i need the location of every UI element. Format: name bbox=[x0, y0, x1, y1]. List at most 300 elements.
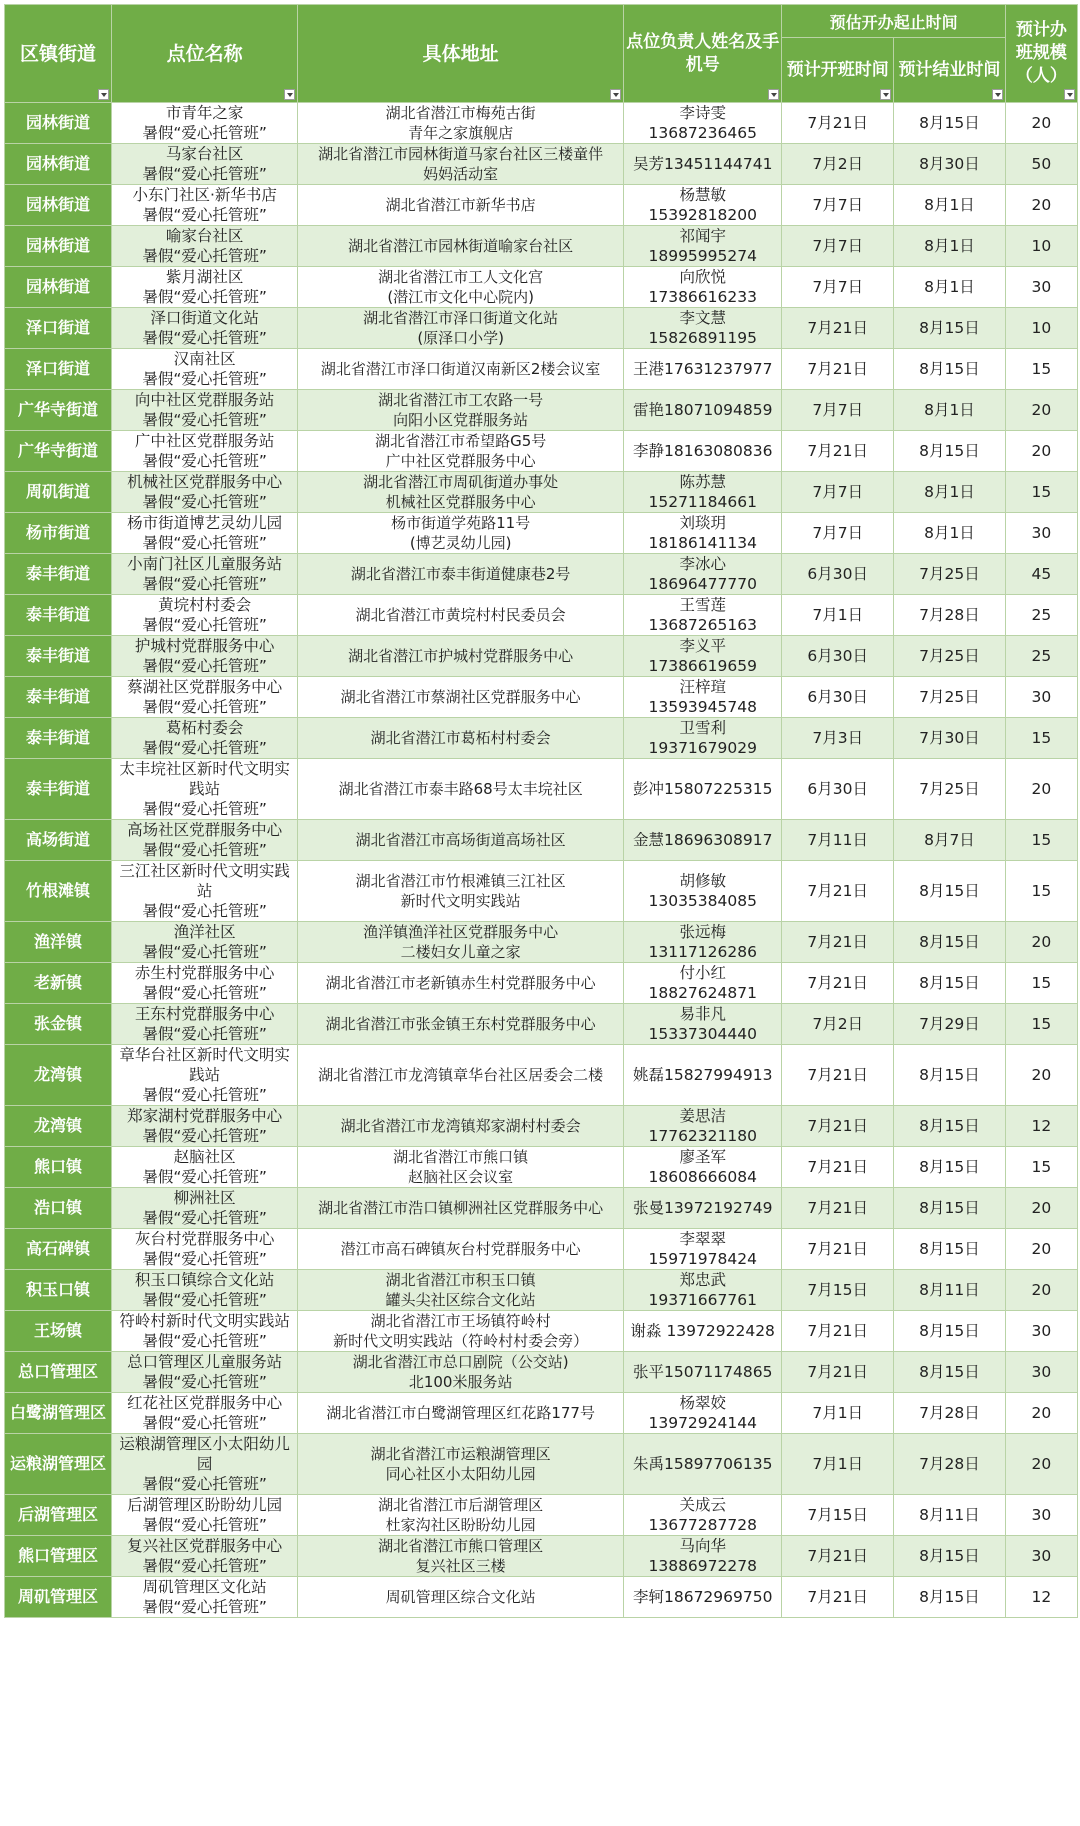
contact-cell[interactable]: 张远梅13117126286 bbox=[624, 922, 782, 963]
address-cell[interactable] bbox=[298, 103, 624, 144]
filter-dropdown-icon[interactable] bbox=[284, 89, 295, 100]
end-date-cell[interactable]: 8月11日 bbox=[894, 1495, 1006, 1536]
table-row bbox=[5, 431, 1078, 472]
site-name-cell[interactable] bbox=[112, 185, 298, 226]
site-name-cell-line: 践站 bbox=[189, 1066, 221, 1084]
table-row bbox=[5, 922, 1078, 963]
district-cell[interactable]: 后湖管理区 bbox=[5, 1495, 112, 1536]
start-date-cell[interactable]: 7月7日 bbox=[782, 185, 894, 226]
site-name-cell-line: 暑假“爱心托管班” bbox=[142, 1598, 267, 1616]
header-district[interactable]: 区镇街道 bbox=[5, 5, 112, 103]
start-date-cell[interactable]: 7月21日 bbox=[782, 922, 894, 963]
address-cell-line: 新时代文明实践站（符岭村村委会旁） bbox=[333, 1332, 589, 1350]
end-date-cell[interactable]: 8月1日 bbox=[894, 267, 1006, 308]
table-body bbox=[5, 103, 1078, 1618]
district-cell[interactable]: 园林街道 bbox=[5, 144, 112, 185]
address-cell[interactable] bbox=[298, 1352, 624, 1393]
site-name-cell[interactable] bbox=[112, 718, 298, 759]
end-date-cell[interactable]: 8月1日 bbox=[894, 226, 1006, 267]
end-date-cell[interactable]: 8月1日 bbox=[894, 185, 1006, 226]
contact-cell[interactable]: 马向华13886972278 bbox=[624, 1536, 782, 1577]
address-cell[interactable] bbox=[298, 1147, 624, 1188]
start-date-cell[interactable]: 7月21日 bbox=[782, 1045, 894, 1106]
contact-cell[interactable]: 李诗雯13687236465 bbox=[624, 103, 782, 144]
contact-cell[interactable]: 朱禹15897706135 bbox=[624, 1434, 782, 1495]
district-cell[interactable]: 老新镇 bbox=[5, 963, 112, 1004]
start-date-cell[interactable]: 7月2日 bbox=[782, 144, 894, 185]
start-date-cell[interactable]: 6月30日 bbox=[782, 677, 894, 718]
site-name-cell[interactable] bbox=[112, 308, 298, 349]
contact-cell[interactable]: 杨慧敏15392818200 bbox=[624, 185, 782, 226]
contact-cell[interactable]: 易非凡15337304440 bbox=[624, 1004, 782, 1045]
contact-cell[interactable]: 汪梓瑄13593945748 bbox=[624, 677, 782, 718]
scale-cell[interactable]: 15 bbox=[1005, 349, 1077, 390]
scale-cell[interactable]: 30 bbox=[1005, 1311, 1077, 1352]
filter-dropdown-icon[interactable] bbox=[1064, 89, 1075, 100]
end-date-cell[interactable]: 8月1日 bbox=[894, 390, 1006, 431]
scale-cell[interactable]: 20 bbox=[1005, 390, 1077, 431]
address-cell[interactable] bbox=[298, 267, 624, 308]
address-cell[interactable] bbox=[298, 308, 624, 349]
contact-cell[interactable]: 祁闻宇18995995274 bbox=[624, 226, 782, 267]
start-date-cell[interactable]: 7月11日 bbox=[782, 820, 894, 861]
contact-cell[interactable]: 卫雪利19371679029 bbox=[624, 718, 782, 759]
site-name-cell[interactable] bbox=[112, 144, 298, 185]
district-cell[interactable]: 泰丰街道 bbox=[5, 759, 112, 820]
scale-cell[interactable]: 20 bbox=[1005, 431, 1077, 472]
district-cell[interactable]: 泰丰街道 bbox=[5, 554, 112, 595]
start-date-cell[interactable]: 7月1日 bbox=[782, 1393, 894, 1434]
site-name-cell[interactable] bbox=[112, 861, 298, 922]
contact-cell[interactable]: 彭冲15807225315 bbox=[624, 759, 782, 820]
table-row bbox=[5, 1577, 1078, 1618]
site-name-cell[interactable] bbox=[112, 1495, 298, 1536]
scale-cell[interactable]: 20 bbox=[1005, 1434, 1077, 1495]
contact-cell[interactable]: 姜思洁17762321180 bbox=[624, 1106, 782, 1147]
address-cell[interactable] bbox=[298, 1311, 624, 1352]
address-cell[interactable] bbox=[298, 861, 624, 922]
district-cell[interactable]: 泰丰街道 bbox=[5, 677, 112, 718]
contact-cell[interactable]: 李文慧15826891195 bbox=[624, 308, 782, 349]
end-date-cell[interactable]: 8月15日 bbox=[894, 1577, 1006, 1618]
contact-cell[interactable]: 王雪莲13687265163 bbox=[624, 595, 782, 636]
site-name-cell-line: 暑假“爱心托管班” bbox=[142, 1025, 267, 1043]
site-name-cell-line: 园 bbox=[196, 1455, 213, 1473]
site-name-cell[interactable] bbox=[112, 677, 298, 718]
site-name-cell[interactable] bbox=[112, 267, 298, 308]
address-cell[interactable] bbox=[298, 595, 624, 636]
district-cell[interactable]: 积玉口镇 bbox=[5, 1270, 112, 1311]
contact-cell[interactable]: 郑忠武19371667761 bbox=[624, 1270, 782, 1311]
start-date-cell[interactable]: 7月7日 bbox=[782, 472, 894, 513]
start-date-cell[interactable]: 7月15日 bbox=[782, 1270, 894, 1311]
address-cell-line: 湖北省潜江市泰丰街道健康巷2号 bbox=[350, 565, 571, 583]
table-row bbox=[5, 390, 1078, 431]
table-row bbox=[5, 1434, 1078, 1495]
end-date-cell[interactable]: 8月1日 bbox=[894, 472, 1006, 513]
end-date-cell[interactable]: 8月7日 bbox=[894, 820, 1006, 861]
address-cell[interactable] bbox=[298, 922, 624, 963]
address-cell-line: 二楼妇女儿童之家 bbox=[400, 943, 521, 961]
start-date-cell[interactable]: 7月21日 bbox=[782, 1536, 894, 1577]
district-cell[interactable]: 杨市街道 bbox=[5, 513, 112, 554]
address-cell[interactable] bbox=[298, 513, 624, 554]
site-name-cell[interactable] bbox=[112, 636, 298, 677]
start-date-cell[interactable]: 7月21日 bbox=[782, 1147, 894, 1188]
scale-cell[interactable]: 30 bbox=[1005, 1495, 1077, 1536]
header-contact[interactable]: 点位负责人姓名及手机号 bbox=[624, 5, 782, 103]
site-name-cell-line: 广中社区党群服务站 bbox=[134, 432, 275, 450]
contact-cell[interactable]: 胡修敏13035384085 bbox=[624, 861, 782, 922]
start-date-cell[interactable]: 7月21日 bbox=[782, 1188, 894, 1229]
end-date-cell[interactable]: 8月15日 bbox=[894, 922, 1006, 963]
end-date-cell[interactable]: 7月28日 bbox=[894, 1393, 1006, 1434]
site-name-cell-line: 暑假“爱心托管班” bbox=[142, 1373, 267, 1391]
header-site-name[interactable]: 点位名称 bbox=[112, 5, 298, 103]
scale-cell[interactable]: 15 bbox=[1005, 1147, 1077, 1188]
address-cell[interactable] bbox=[298, 1536, 624, 1577]
start-date-cell[interactable]: 7月21日 bbox=[782, 963, 894, 1004]
end-date-cell[interactable]: 8月15日 bbox=[894, 1147, 1006, 1188]
end-date-cell[interactable]: 8月30日 bbox=[894, 144, 1006, 185]
end-date-cell[interactable]: 8月15日 bbox=[894, 103, 1006, 144]
contact-cell[interactable]: 姚磊15827994913 bbox=[624, 1045, 782, 1106]
address-cell[interactable] bbox=[298, 1495, 624, 1536]
end-date-cell[interactable]: 8月15日 bbox=[894, 308, 1006, 349]
district-cell[interactable]: 周矶管理区 bbox=[5, 1577, 112, 1618]
site-name-cell[interactable] bbox=[112, 1270, 298, 1311]
contact-cell[interactable]: 李冰心18696477770 bbox=[624, 554, 782, 595]
site-name-cell[interactable] bbox=[112, 1045, 298, 1106]
district-cell[interactable]: 张金镇 bbox=[5, 1004, 112, 1045]
scale-cell[interactable]: 15 bbox=[1005, 718, 1077, 759]
site-name-cell-line: 蔡湖社区党群服务中心 bbox=[127, 678, 283, 696]
contact-cell[interactable]: 廖圣军18608666084 bbox=[624, 1147, 782, 1188]
address-cell[interactable] bbox=[298, 1106, 624, 1147]
address-cell[interactable] bbox=[298, 226, 624, 267]
address-cell[interactable] bbox=[298, 636, 624, 677]
end-date-cell[interactable]: 7月25日 bbox=[894, 677, 1006, 718]
site-name-cell[interactable] bbox=[112, 759, 298, 820]
scale-cell[interactable]: 15 bbox=[1005, 820, 1077, 861]
scale-cell[interactable]: 20 bbox=[1005, 922, 1077, 963]
address-cell[interactable] bbox=[298, 185, 624, 226]
start-date-cell[interactable]: 7月21日 bbox=[782, 103, 894, 144]
contact-cell[interactable]: 雷艳18071094859 bbox=[624, 390, 782, 431]
start-date-cell[interactable]: 7月2日 bbox=[782, 1004, 894, 1045]
site-name-cell-line: 向中社区党群服务站 bbox=[134, 391, 275, 409]
end-date-cell[interactable]: 8月15日 bbox=[894, 1229, 1006, 1270]
header-start[interactable]: 预计开班时间 bbox=[782, 38, 894, 103]
filter-dropdown-icon[interactable] bbox=[992, 89, 1003, 100]
address-cell[interactable] bbox=[298, 963, 624, 1004]
address-cell[interactable] bbox=[298, 1434, 624, 1495]
filter-dropdown-icon[interactable] bbox=[610, 89, 621, 100]
site-name-cell[interactable] bbox=[112, 349, 298, 390]
start-date-cell[interactable]: 7月21日 bbox=[782, 861, 894, 922]
end-date-cell[interactable]: 7月28日 bbox=[894, 1434, 1006, 1495]
start-date-cell[interactable]: 7月21日 bbox=[782, 1577, 894, 1618]
start-date-cell[interactable]: 7月21日 bbox=[782, 1311, 894, 1352]
address-cell[interactable] bbox=[298, 759, 624, 820]
address-cell-line: 湖北省潜江市白鹭湖管理区红花路177号 bbox=[326, 1404, 595, 1422]
address-cell[interactable] bbox=[298, 349, 624, 390]
scale-cell[interactable]: 20 bbox=[1005, 103, 1077, 144]
start-date-cell[interactable]: 7月21日 bbox=[782, 1106, 894, 1147]
scale-cell[interactable]: 25 bbox=[1005, 595, 1077, 636]
site-name-cell[interactable] bbox=[112, 513, 298, 554]
site-name-cell[interactable] bbox=[112, 963, 298, 1004]
address-cell[interactable] bbox=[298, 1004, 624, 1045]
site-name-cell-line: 喻家台社区 bbox=[165, 227, 244, 245]
start-date-cell[interactable]: 7月3日 bbox=[782, 718, 894, 759]
end-date-cell[interactable]: 8月15日 bbox=[894, 431, 1006, 472]
site-name-cell[interactable] bbox=[112, 103, 298, 144]
address-cell-line: 赵脑社区会议室 bbox=[408, 1168, 514, 1186]
district-cell[interactable]: 广华寺街道 bbox=[5, 431, 112, 472]
contact-cell[interactable]: 李翠翠15971978424 bbox=[624, 1229, 782, 1270]
district-cell[interactable]: 广华寺街道 bbox=[5, 390, 112, 431]
start-date-cell[interactable]: 7月21日 bbox=[782, 1352, 894, 1393]
end-date-cell[interactable]: 7月29日 bbox=[894, 1004, 1006, 1045]
scale-cell[interactable]: 20 bbox=[1005, 1393, 1077, 1434]
address-cell[interactable] bbox=[298, 472, 624, 513]
scale-cell[interactable]: 15 bbox=[1005, 1004, 1077, 1045]
site-name-cell-line: 暑假“爱心托管班” bbox=[142, 1332, 267, 1350]
end-date-cell[interactable]: 8月15日 bbox=[894, 963, 1006, 1004]
address-cell[interactable] bbox=[298, 1270, 624, 1311]
site-name-cell[interactable] bbox=[112, 595, 298, 636]
scale-cell[interactable]: 10 bbox=[1005, 308, 1077, 349]
filter-dropdown-icon[interactable] bbox=[768, 89, 779, 100]
address-cell[interactable] bbox=[298, 144, 624, 185]
scale-cell[interactable]: 10 bbox=[1005, 226, 1077, 267]
scale-cell[interactable]: 12 bbox=[1005, 1577, 1077, 1618]
site-name-cell[interactable] bbox=[112, 1147, 298, 1188]
header-end[interactable]: 预计结业时间 bbox=[894, 38, 1006, 103]
contact-cell[interactable]: 金慧18696308917 bbox=[624, 820, 782, 861]
site-name-cell-line: 暑假“爱心托管班” bbox=[142, 165, 267, 183]
district-cell[interactable]: 泽口街道 bbox=[5, 308, 112, 349]
start-date-cell[interactable]: 7月7日 bbox=[782, 513, 894, 554]
end-date-cell[interactable]: 8月15日 bbox=[894, 1106, 1006, 1147]
district-cell[interactable]: 园林街道 bbox=[5, 185, 112, 226]
start-date-cell[interactable]: 7月7日 bbox=[782, 226, 894, 267]
district-cell[interactable]: 园林街道 bbox=[5, 103, 112, 144]
site-name-cell[interactable] bbox=[112, 390, 298, 431]
start-date-cell[interactable]: 6月30日 bbox=[782, 759, 894, 820]
contact-cell[interactable]: 吴芳13451144741 bbox=[624, 144, 782, 185]
start-date-cell[interactable]: 7月7日 bbox=[782, 267, 894, 308]
address-cell[interactable] bbox=[298, 677, 624, 718]
start-date-cell[interactable]: 7月21日 bbox=[782, 349, 894, 390]
scale-cell[interactable]: 12 bbox=[1005, 1106, 1077, 1147]
district-cell[interactable]: 浩口镇 bbox=[5, 1188, 112, 1229]
start-date-cell[interactable]: 7月1日 bbox=[782, 1434, 894, 1495]
contact-cell[interactable]: 杨翠姣13972924144 bbox=[624, 1393, 782, 1434]
table-row bbox=[5, 677, 1078, 718]
address-cell[interactable] bbox=[298, 390, 624, 431]
site-name-cell-line: 暑假“爱心托管班” bbox=[142, 616, 267, 634]
header-address[interactable]: 具体地址 bbox=[298, 5, 624, 103]
site-name-cell[interactable] bbox=[112, 554, 298, 595]
end-date-cell[interactable]: 8月15日 bbox=[894, 1352, 1006, 1393]
end-date-cell[interactable]: 8月11日 bbox=[894, 1270, 1006, 1311]
scale-cell[interactable]: 15 bbox=[1005, 963, 1077, 1004]
end-date-cell[interactable]: 7月25日 bbox=[894, 759, 1006, 820]
table-row bbox=[5, 636, 1078, 677]
site-name-cell[interactable] bbox=[112, 820, 298, 861]
address-cell[interactable] bbox=[298, 1393, 624, 1434]
scale-cell[interactable]: 20 bbox=[1005, 1045, 1077, 1106]
filter-dropdown-icon[interactable] bbox=[880, 89, 891, 100]
header-scale[interactable]: 预计办班规模（人） bbox=[1005, 5, 1077, 103]
table-row bbox=[5, 1352, 1078, 1393]
contact-cell[interactable]: 李轲18672969750 bbox=[624, 1577, 782, 1618]
start-date-cell[interactable]: 6月30日 bbox=[782, 636, 894, 677]
filter-dropdown-icon[interactable] bbox=[98, 89, 109, 100]
site-name-cell-line: 太丰垸社区新时代文明实 bbox=[119, 760, 290, 778]
scale-cell[interactable]: 15 bbox=[1005, 472, 1077, 513]
end-date-cell[interactable]: 7月25日 bbox=[894, 554, 1006, 595]
address-cell[interactable] bbox=[298, 1229, 624, 1270]
table-row bbox=[5, 861, 1078, 922]
site-name-cell[interactable] bbox=[112, 1352, 298, 1393]
end-date-cell[interactable]: 8月15日 bbox=[894, 861, 1006, 922]
address-cell[interactable] bbox=[298, 1045, 624, 1106]
district-cell[interactable]: 熊口镇 bbox=[5, 1147, 112, 1188]
address-cell[interactable] bbox=[298, 431, 624, 472]
contact-cell[interactable]: 谢淼 13972922428 bbox=[624, 1311, 782, 1352]
contact-cell[interactable]: 王港17631237977 bbox=[624, 349, 782, 390]
scale-cell[interactable]: 30 bbox=[1005, 1352, 1077, 1393]
end-date-cell[interactable]: 7月25日 bbox=[894, 636, 1006, 677]
table-row bbox=[5, 1270, 1078, 1311]
scale-cell[interactable]: 20 bbox=[1005, 1188, 1077, 1229]
address-cell-line: 湖北省潜江市蔡湖社区党群服务中心 bbox=[340, 688, 581, 706]
contact-cell[interactable]: 李静18163080836 bbox=[624, 431, 782, 472]
site-name-cell[interactable] bbox=[112, 1106, 298, 1147]
district-cell[interactable]: 泽口街道 bbox=[5, 349, 112, 390]
scale-cell[interactable]: 45 bbox=[1005, 554, 1077, 595]
start-date-cell[interactable]: 6月30日 bbox=[782, 554, 894, 595]
scale-cell[interactable]: 50 bbox=[1005, 144, 1077, 185]
scale-cell[interactable]: 25 bbox=[1005, 636, 1077, 677]
start-date-cell[interactable]: 7月1日 bbox=[782, 595, 894, 636]
end-date-cell[interactable]: 8月15日 bbox=[894, 1045, 1006, 1106]
contact-cell[interactable]: 关成云13677287728 bbox=[624, 1495, 782, 1536]
start-date-cell[interactable]: 7月21日 bbox=[782, 431, 894, 472]
end-date-cell[interactable]: 8月15日 bbox=[894, 1188, 1006, 1229]
address-cell-line: 湖北省潜江市周矶街道办事处 bbox=[363, 473, 559, 491]
scale-cell[interactable]: 15 bbox=[1005, 861, 1077, 922]
contact-cell[interactable]: 刘琰玥18186141134 bbox=[624, 513, 782, 554]
address-cell-line: 新时代文明实践站 bbox=[400, 892, 521, 910]
table-row bbox=[5, 759, 1078, 820]
end-date-cell[interactable]: 8月1日 bbox=[894, 513, 1006, 554]
address-cell[interactable] bbox=[298, 820, 624, 861]
contact-cell[interactable]: 张平15071174865 bbox=[624, 1352, 782, 1393]
site-name-cell-line: 总口管理区儿童服务站 bbox=[127, 1353, 283, 1371]
site-name-cell[interactable] bbox=[112, 226, 298, 267]
site-name-cell[interactable] bbox=[112, 1434, 298, 1495]
site-name-cell[interactable] bbox=[112, 1577, 298, 1618]
district-cell[interactable]: 运粮湖管理区 bbox=[5, 1434, 112, 1495]
scale-cell[interactable]: 20 bbox=[1005, 1229, 1077, 1270]
scale-cell[interactable]: 20 bbox=[1005, 1270, 1077, 1311]
district-cell[interactable]: 泰丰街道 bbox=[5, 595, 112, 636]
start-date-cell[interactable]: 7月15日 bbox=[782, 1495, 894, 1536]
site-name-cell[interactable] bbox=[112, 431, 298, 472]
scale-cell[interactable]: 30 bbox=[1005, 1536, 1077, 1577]
district-cell[interactable]: 周矶街道 bbox=[5, 472, 112, 513]
table-row bbox=[5, 963, 1078, 1004]
district-cell[interactable]: 渔洋镇 bbox=[5, 922, 112, 963]
address-cell-line: 湖北省潜江市泰丰路68号太丰垸社区 bbox=[338, 780, 583, 798]
scale-cell[interactable]: 30 bbox=[1005, 513, 1077, 554]
district-cell[interactable]: 高场街道 bbox=[5, 820, 112, 861]
start-date-cell[interactable]: 7月21日 bbox=[782, 1229, 894, 1270]
district-cell[interactable]: 王场镇 bbox=[5, 1311, 112, 1352]
site-name-cell[interactable] bbox=[112, 922, 298, 963]
end-date-cell[interactable]: 8月15日 bbox=[894, 349, 1006, 390]
district-cell[interactable]: 熊口管理区 bbox=[5, 1536, 112, 1577]
table-row bbox=[5, 1311, 1078, 1352]
district-cell[interactable]: 园林街道 bbox=[5, 226, 112, 267]
site-name-cell[interactable] bbox=[112, 1311, 298, 1352]
end-date-cell[interactable]: 7月30日 bbox=[894, 718, 1006, 759]
site-name-cell-line: 暑假“爱心托管班” bbox=[142, 902, 267, 920]
contact-cell[interactable]: 张曼13972192749 bbox=[624, 1188, 782, 1229]
start-date-cell[interactable]: 7月21日 bbox=[782, 308, 894, 349]
address-cell-line: 妈妈活动室 bbox=[423, 165, 499, 183]
site-name-cell[interactable] bbox=[112, 472, 298, 513]
district-cell[interactable]: 园林街道 bbox=[5, 267, 112, 308]
district-cell[interactable]: 泰丰街道 bbox=[5, 718, 112, 759]
address-cell-line: 湖北省潜江市老新镇赤生村党群服务中心 bbox=[325, 974, 596, 992]
end-date-cell[interactable]: 8月15日 bbox=[894, 1536, 1006, 1577]
district-cell[interactable]: 龙湾镇 bbox=[5, 1045, 112, 1106]
contact-cell[interactable]: 付小红18827624871 bbox=[624, 963, 782, 1004]
contact-cell[interactable]: 李义平17386619659 bbox=[624, 636, 782, 677]
end-date-cell[interactable]: 8月15日 bbox=[894, 1311, 1006, 1352]
address-cell[interactable] bbox=[298, 718, 624, 759]
scale-cell[interactable]: 30 bbox=[1005, 267, 1077, 308]
district-cell[interactable]: 泰丰街道 bbox=[5, 636, 112, 677]
contact-cell[interactable]: 陈苏慧15271184661 bbox=[624, 472, 782, 513]
district-cell[interactable]: 龙湾镇 bbox=[5, 1106, 112, 1147]
scale-cell[interactable]: 20 bbox=[1005, 185, 1077, 226]
site-name-cell[interactable] bbox=[112, 1536, 298, 1577]
district-cell[interactable]: 总口管理区 bbox=[5, 1352, 112, 1393]
scale-cell[interactable]: 20 bbox=[1005, 759, 1077, 820]
site-name-cell[interactable] bbox=[112, 1004, 298, 1045]
district-cell[interactable]: 竹根滩镇 bbox=[5, 861, 112, 922]
contact-cell[interactable]: 向欣悦17386616233 bbox=[624, 267, 782, 308]
start-date-cell[interactable]: 7月7日 bbox=[782, 390, 894, 431]
site-name-cell[interactable] bbox=[112, 1229, 298, 1270]
address-cell-line: 湖北省潜江市工人文化宫 bbox=[378, 268, 544, 286]
address-cell[interactable] bbox=[298, 1577, 624, 1618]
site-name-cell[interactable] bbox=[112, 1393, 298, 1434]
site-name-cell[interactable] bbox=[112, 1188, 298, 1229]
address-cell[interactable] bbox=[298, 1188, 624, 1229]
district-cell[interactable]: 高石碑镇 bbox=[5, 1229, 112, 1270]
scale-cell[interactable]: 30 bbox=[1005, 677, 1077, 718]
district-cell[interactable]: 白鹭湖管理区 bbox=[5, 1393, 112, 1434]
end-date-cell[interactable]: 7月28日 bbox=[894, 595, 1006, 636]
address-cell[interactable] bbox=[298, 554, 624, 595]
